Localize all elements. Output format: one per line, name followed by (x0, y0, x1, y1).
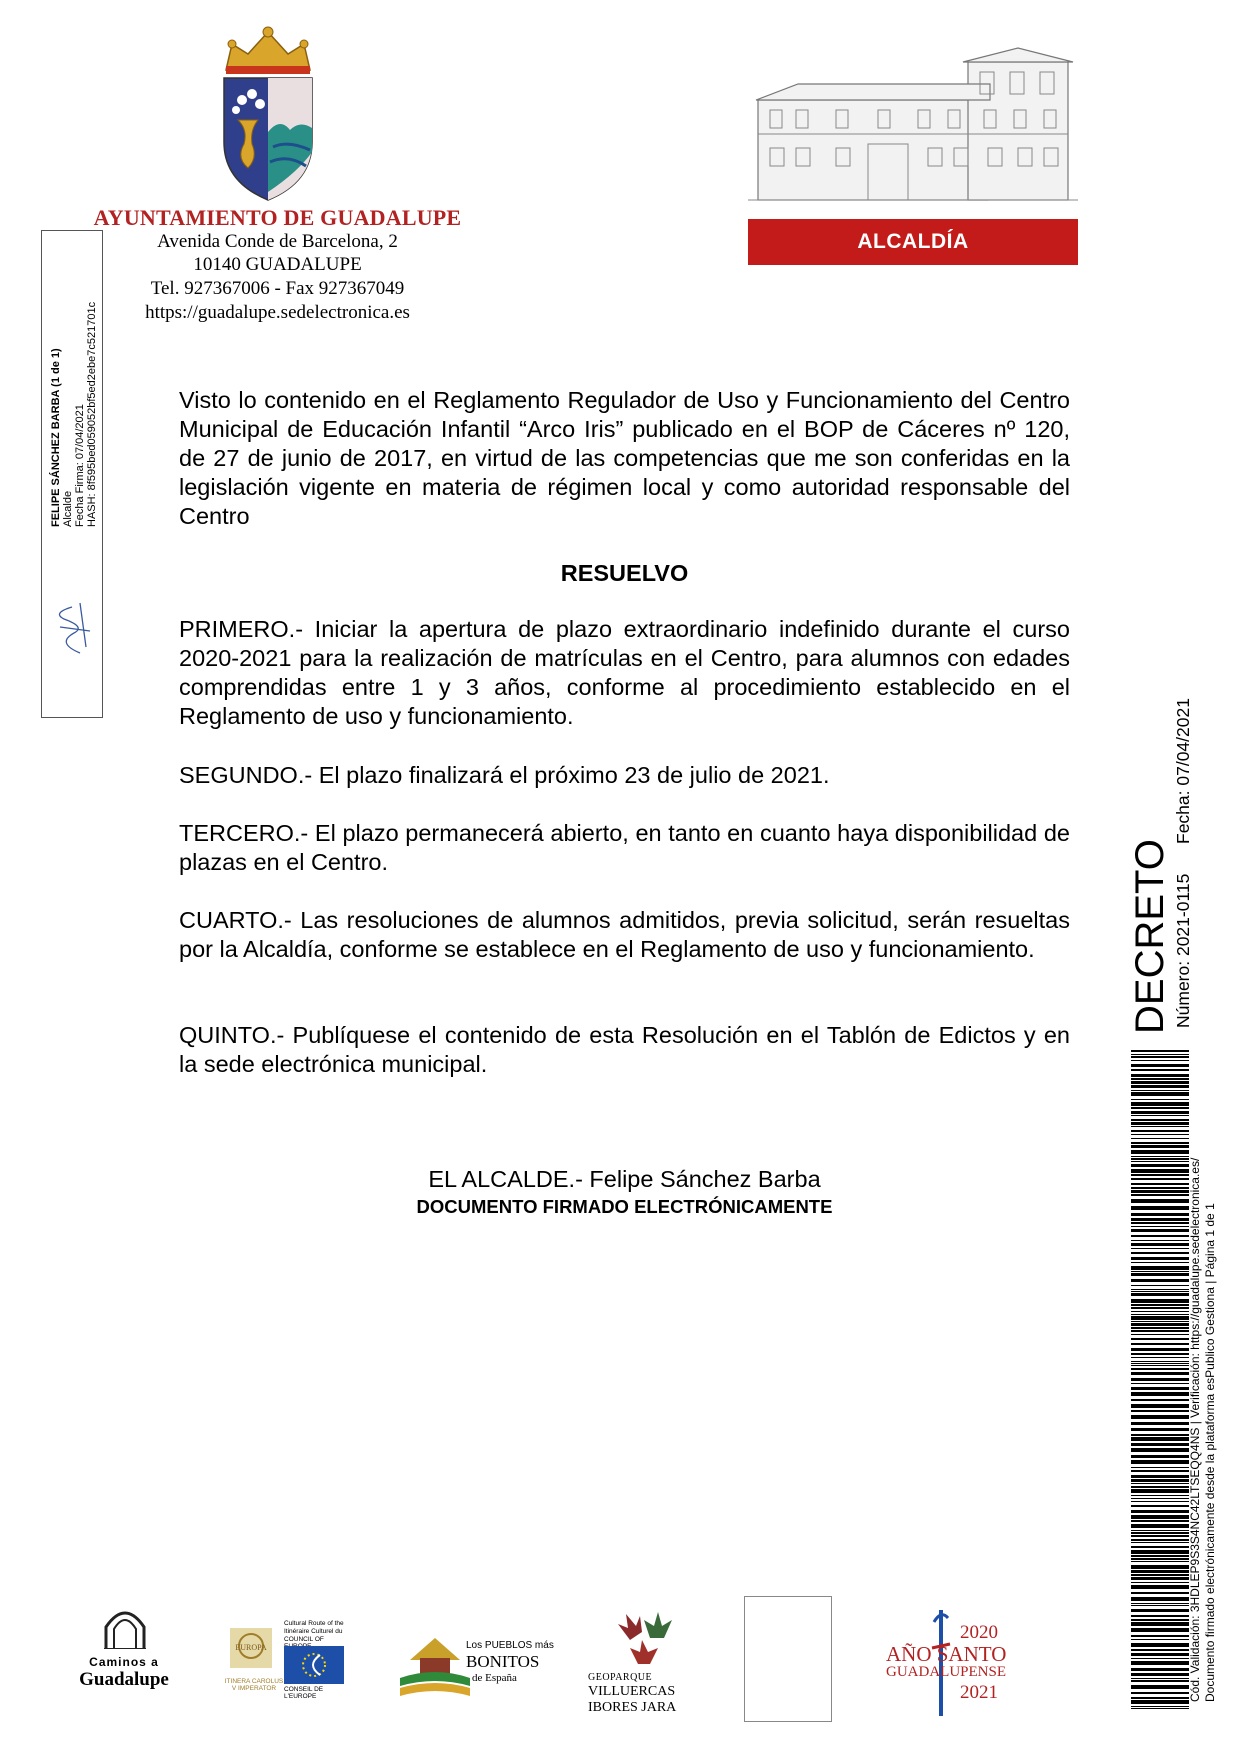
barcode-bar (1131, 1085, 1189, 1088)
barcode-bar (1131, 1577, 1189, 1580)
caminos-guadalupe-logo (64, 1605, 184, 1700)
council-of-europe-flag-icon (284, 1646, 344, 1684)
barcode-bar (1131, 1387, 1189, 1390)
barcode-bar (1131, 1338, 1189, 1340)
barcode-bar (1131, 1649, 1189, 1651)
phone-fax: Tel. 927367006 - Fax 927367049 (150, 278, 405, 299)
barcode-bar (1131, 1206, 1189, 1210)
barcode-bar (1131, 1138, 1189, 1139)
barcode-bar (1131, 1115, 1189, 1116)
platform-note: Documento firmado electrónicamente desde la plataforma esPublico Gestiona | Página 1 de 1 (1203, 1203, 1217, 1702)
logo6-line2: AÑO SANTO (886, 1642, 1007, 1666)
barcode-bar (1131, 1570, 1189, 1573)
paragraph-primero: PRIMERO.- Iniciar la apertura de plazo extraordinario indefinido durante el curso 2020-2021 para la realización de matrículas en el Centro, para alumnos con edades comprendidas entre 1 y 3 años, conforme al procedimiento establecido en el Reglamento de uso y funcionamiento. (179, 616, 1070, 729)
department-banner: ALCALDÍA (748, 219, 1078, 265)
barcode-bar (1131, 1574, 1189, 1576)
intro-paragraph: Visto lo contenido en el Reglamento Regulador de Uso y Funcionamiento del Centro Municipal de Educación Infantil “Arco Iris” publicado en el BOP de Cáceres nº 120, de 27 de junio de 2017, en virtud de las competencias que me son conferidas en la legislación vigente en materia de régimen local y como autoridad responsable del Centro (179, 387, 1070, 529)
paragraph-tercero: TERCERO.- El plazo permanecerá abierto, en tanto en cuanto haya disponibilidad de plazas en el Centro. (179, 820, 1070, 875)
barcode-bar (1131, 1404, 1189, 1408)
barcode-bar (1131, 1213, 1189, 1216)
logo4-line1: GEOPARQUE (588, 1672, 653, 1683)
barcode-bar (1131, 1092, 1189, 1096)
signature-scribble-icon (50, 597, 94, 657)
barcode-bar (1131, 1622, 1189, 1626)
logo2-conseil: CONSEIL DE L'EUROPE (284, 1686, 324, 1700)
signer-name: FELIPE SÁNCHEZ BARBA (1 de 1) (50, 348, 62, 527)
barcode-bar (1131, 1145, 1189, 1148)
pueblos-bonitos-logo (400, 1630, 554, 1700)
barcode-bar (1131, 1643, 1189, 1647)
barcode-bar (1131, 1357, 1189, 1358)
barcode-bar (1131, 1505, 1189, 1507)
barcode-bar (1131, 1069, 1189, 1071)
barcode-bar (1131, 1437, 1189, 1441)
leaves-icon (610, 1610, 674, 1670)
barcode-bar (1131, 1156, 1189, 1157)
barcode-bar (1131, 1520, 1189, 1522)
town-hall-building-illustration (748, 44, 1078, 206)
barcode-bar (1131, 1706, 1189, 1707)
signature-hash: HASH: 8f595bed059052bf5ed2ebe7c521701c (86, 301, 98, 527)
barcode-bar (1131, 1307, 1189, 1309)
barcode-bar (1131, 1467, 1189, 1468)
barcode-bar (1131, 1399, 1189, 1401)
address-line-1: Avenida Conde de Barcelona, 2 (157, 231, 398, 252)
barcode-bar (1131, 1279, 1189, 1282)
barcode-bar (1131, 1460, 1189, 1464)
barcode-bar (1131, 1243, 1189, 1246)
logo3-line1: Los PUEBLOS más (466, 1640, 554, 1651)
barcode-bar (1131, 1678, 1189, 1679)
logo4-line3: IBORES JARA (588, 1700, 677, 1715)
barcode-bar (1131, 1050, 1189, 1052)
barcode-bar (1131, 1428, 1189, 1431)
empty-logo-frame (744, 1596, 832, 1722)
barcode-bar (1131, 1353, 1189, 1355)
resuelvo-heading: RESUELVO (560, 560, 689, 586)
barcode-bar (1131, 1708, 1189, 1709)
barcode-bar (1131, 1164, 1189, 1167)
barcode-bar (1131, 1368, 1189, 1370)
barcode-bar (1131, 1252, 1189, 1254)
barcode-bar (1131, 1378, 1189, 1381)
barcode-bar (1131, 1169, 1189, 1173)
barcode-bar (1131, 1327, 1189, 1329)
barcode-bar (1131, 1334, 1189, 1335)
barcode-bar (1131, 1673, 1189, 1676)
barcode-bar (1131, 1483, 1189, 1484)
barcode-bar (1131, 1700, 1189, 1704)
barcode-bar (1131, 1285, 1189, 1286)
barcode-bar (1131, 1235, 1189, 1237)
barcode-bar (1131, 1546, 1189, 1548)
barcode-bar (1131, 1056, 1189, 1058)
barcode-bar (1131, 1074, 1189, 1077)
validation-barcode (1131, 1050, 1189, 1710)
barcode-bar (1131, 1054, 1189, 1055)
barcode-bar (1131, 1064, 1189, 1067)
barcode-bar (1131, 1248, 1189, 1249)
signed-note: DOCUMENTO FIRMADO ELECTRÓNICAMENTE (416, 1196, 833, 1217)
barcode-bar (1131, 1434, 1189, 1436)
barcode-bar (1131, 1126, 1189, 1127)
barcode-bar (1131, 1498, 1189, 1499)
barcode-bar (1131, 1383, 1189, 1384)
barcode-bar (1131, 1539, 1189, 1541)
barcode-bar (1131, 1668, 1189, 1671)
barcode-bar (1131, 1555, 1189, 1557)
barcode-bar (1131, 1697, 1189, 1699)
logo1-line1: Caminos a (89, 1655, 159, 1669)
barcode-bar (1131, 1078, 1189, 1080)
municipal-crest-logo (218, 22, 318, 202)
barcode-bar (1131, 1661, 1189, 1665)
logo4-line2: VILLUERCAS (588, 1684, 676, 1699)
logo3-line2: BONITOS (466, 1652, 540, 1671)
barcode-bar (1131, 1561, 1189, 1562)
barcode-bar (1131, 1532, 1189, 1534)
logo2-sub: ITINERA CAROLUS V IMPERATOR (224, 1678, 284, 1692)
barcode-bar (1131, 1111, 1189, 1114)
signature-box (41, 230, 103, 718)
logo6-line4: 2021 (960, 1682, 998, 1703)
barcode-bar (1131, 1060, 1189, 1061)
ano-santo-logo (886, 1608, 1026, 1718)
barcode-bar (1131, 1229, 1189, 1232)
barcode-bar (1131, 1685, 1189, 1689)
barcode-bar (1131, 1365, 1189, 1366)
barcode-bar (1131, 1658, 1189, 1659)
barcode-bar (1131, 1174, 1189, 1176)
barcode-bar (1131, 1470, 1189, 1472)
decree-date: Fecha: 07/04/2021 (1173, 698, 1193, 844)
barcode-bar (1131, 1293, 1189, 1296)
barcode-bar (1131, 1316, 1189, 1320)
barcode-bar (1131, 1183, 1189, 1185)
paragraph-segundo: SEGUNDO.- El plazo finalizará el próximo 23 de julio de 2021. (179, 762, 830, 788)
barcode-bar (1131, 1515, 1189, 1519)
barcode-bar (1131, 1323, 1189, 1326)
barcode-bar (1131, 1422, 1189, 1425)
carolus-emblem-icon (228, 1626, 274, 1678)
address-line-2: 10140 GUADALUPE (193, 254, 362, 275)
barcode-bar (1131, 1585, 1189, 1589)
barcode-bar (1131, 1603, 1189, 1604)
barcode-bar (1131, 1158, 1189, 1160)
barcode-bar (1131, 1271, 1189, 1272)
barcode-bar (1131, 1448, 1189, 1452)
barcode-bar (1131, 1150, 1189, 1154)
barcode-bar (1131, 1542, 1189, 1543)
barcode-bar (1131, 1501, 1189, 1502)
logo3-line3: de España (472, 1672, 517, 1684)
barcode-bar (1131, 1178, 1189, 1180)
organization-name: AYUNTAMIENTO DE GUADALUPE (93, 205, 462, 230)
svg-text:EUROPA: EUROPA (235, 1643, 267, 1652)
barcode-bar (1131, 1119, 1189, 1121)
barcode-bar (1131, 1262, 1189, 1263)
barcode-bar (1131, 1628, 1189, 1632)
barcode-bar (1131, 1291, 1189, 1292)
signer-role: Alcalde (62, 490, 74, 527)
barcode-bar (1131, 1122, 1189, 1125)
barcode-bar (1131, 1199, 1189, 1203)
arch-icon (100, 1605, 150, 1649)
barcode-bar (1131, 1130, 1189, 1132)
barcode-bar (1131, 1226, 1189, 1227)
barcode-bar (1131, 1099, 1189, 1100)
logo6-line3: GUADALUPENSE (886, 1664, 1006, 1680)
barcode-bar (1131, 1455, 1189, 1458)
barcode-bar (1131, 1273, 1189, 1276)
barcode-bar (1131, 1605, 1189, 1606)
barcode-bar (1131, 1102, 1189, 1106)
barcode-bar (1131, 1266, 1189, 1270)
logo2-title: Cultural Route of the Itinéraire Culturel du (284, 1620, 344, 1635)
barcode-bar (1131, 1550, 1189, 1554)
barcode-bar (1131, 1222, 1189, 1224)
logo2-council: COUNCIL OF (284, 1636, 324, 1643)
village-icon (400, 1630, 470, 1698)
barcode-bar (1131, 1510, 1189, 1513)
website: https://guadalupe.sedelectronica.es (145, 302, 410, 323)
barcode-bar (1131, 1194, 1189, 1196)
barcode-bar (1131, 1107, 1189, 1109)
barcode-bar (1131, 1692, 1189, 1694)
barcode-bar (1131, 1289, 1189, 1290)
barcode-bar (1131, 1495, 1189, 1496)
barcode-bar (1131, 1299, 1189, 1303)
barcode-bar (1131, 1361, 1189, 1362)
barcode-bar (1131, 1330, 1189, 1332)
decree-type: DECRETO (1128, 839, 1172, 1034)
paragraph-cuarto: CUARTO.- Las resoluciones de alumnos admitidos, previa solicitud, serán resueltas por la Alcaldía, conforme se establece en el Reglamento de uso y funcionamiento. (179, 907, 1070, 962)
barcode-bar (1131, 1619, 1189, 1621)
signer-line: EL ALCALDE.- Felipe Sánchez Barba (428, 1166, 821, 1192)
barcode-bar (1131, 1565, 1189, 1569)
barcode-bar (1131, 1190, 1189, 1193)
decree-stamp (1118, 660, 1228, 1040)
barcode-bar (1131, 1524, 1189, 1528)
barcode-bar (1131, 1475, 1189, 1478)
barcode-bar (1131, 1609, 1189, 1612)
barcode-bar (1131, 1443, 1189, 1446)
barcode-bar (1131, 1639, 1189, 1640)
validation-code: Cód. Validación: 3HDLEP9S3S4NC42LTSEQQ4NS | Verificación: https://guadalupe.sedelectronica.es/ (1188, 1157, 1202, 1702)
barcode-bar (1131, 1592, 1189, 1594)
barcode-bar (1131, 1530, 1189, 1531)
barcode-bar (1131, 1257, 1189, 1260)
barcode-bar (1131, 1343, 1189, 1345)
barcode-bar (1131, 1653, 1189, 1656)
barcode-bar (1131, 1489, 1189, 1493)
barcode-bar (1131, 1304, 1189, 1306)
barcode-bar (1131, 1081, 1189, 1084)
barcode-bar (1131, 1161, 1189, 1162)
barcode-bar (1131, 1372, 1189, 1375)
validation-block (1188, 1050, 1222, 1710)
barcode-bar (1131, 1090, 1189, 1091)
barcode-bar (1131, 1582, 1189, 1583)
geoparque-logo (588, 1610, 688, 1720)
logo1-line2: Guadalupe (79, 1669, 169, 1690)
signature-date: Fecha Firma: 07/04/2021 (74, 404, 86, 527)
barcode-bar (1131, 1392, 1189, 1396)
barcode-bar (1131, 1363, 1189, 1364)
barcode-bar (1131, 1486, 1189, 1488)
paragraph-quinto: QUINTO.- Publíquese el contenido de esta Resolución en el Tablón de Edictos y en la sede electrónica municipal. (179, 1022, 1070, 1077)
barcode-bar (1131, 1635, 1189, 1637)
barcode-bar (1131, 1415, 1189, 1419)
barcode-bar (1131, 1142, 1189, 1144)
barcode-bar (1131, 1311, 1189, 1312)
barcode-bar (1131, 1479, 1189, 1482)
barcode-bar (1131, 1615, 1189, 1617)
barcode-bar (1131, 1187, 1189, 1189)
barcode-bar (1131, 1680, 1189, 1682)
barcode-bar (1131, 1240, 1189, 1241)
barcode-bar (1131, 1558, 1189, 1560)
barcode-bar (1131, 1535, 1189, 1537)
carolus-council-europe-logo (222, 1620, 350, 1700)
barcode-bar (1131, 1348, 1189, 1351)
decree-number: Número: 2021-0115 (1173, 873, 1193, 1028)
barcode-bar (1131, 1314, 1189, 1315)
barcode-bar (1131, 1597, 1189, 1601)
barcode-bar (1131, 1321, 1189, 1322)
barcode-bar (1131, 1410, 1189, 1412)
logo6-line1: 2020 (960, 1622, 998, 1643)
barcode-bar (1131, 1134, 1189, 1135)
barcode-bar (1131, 1218, 1189, 1221)
